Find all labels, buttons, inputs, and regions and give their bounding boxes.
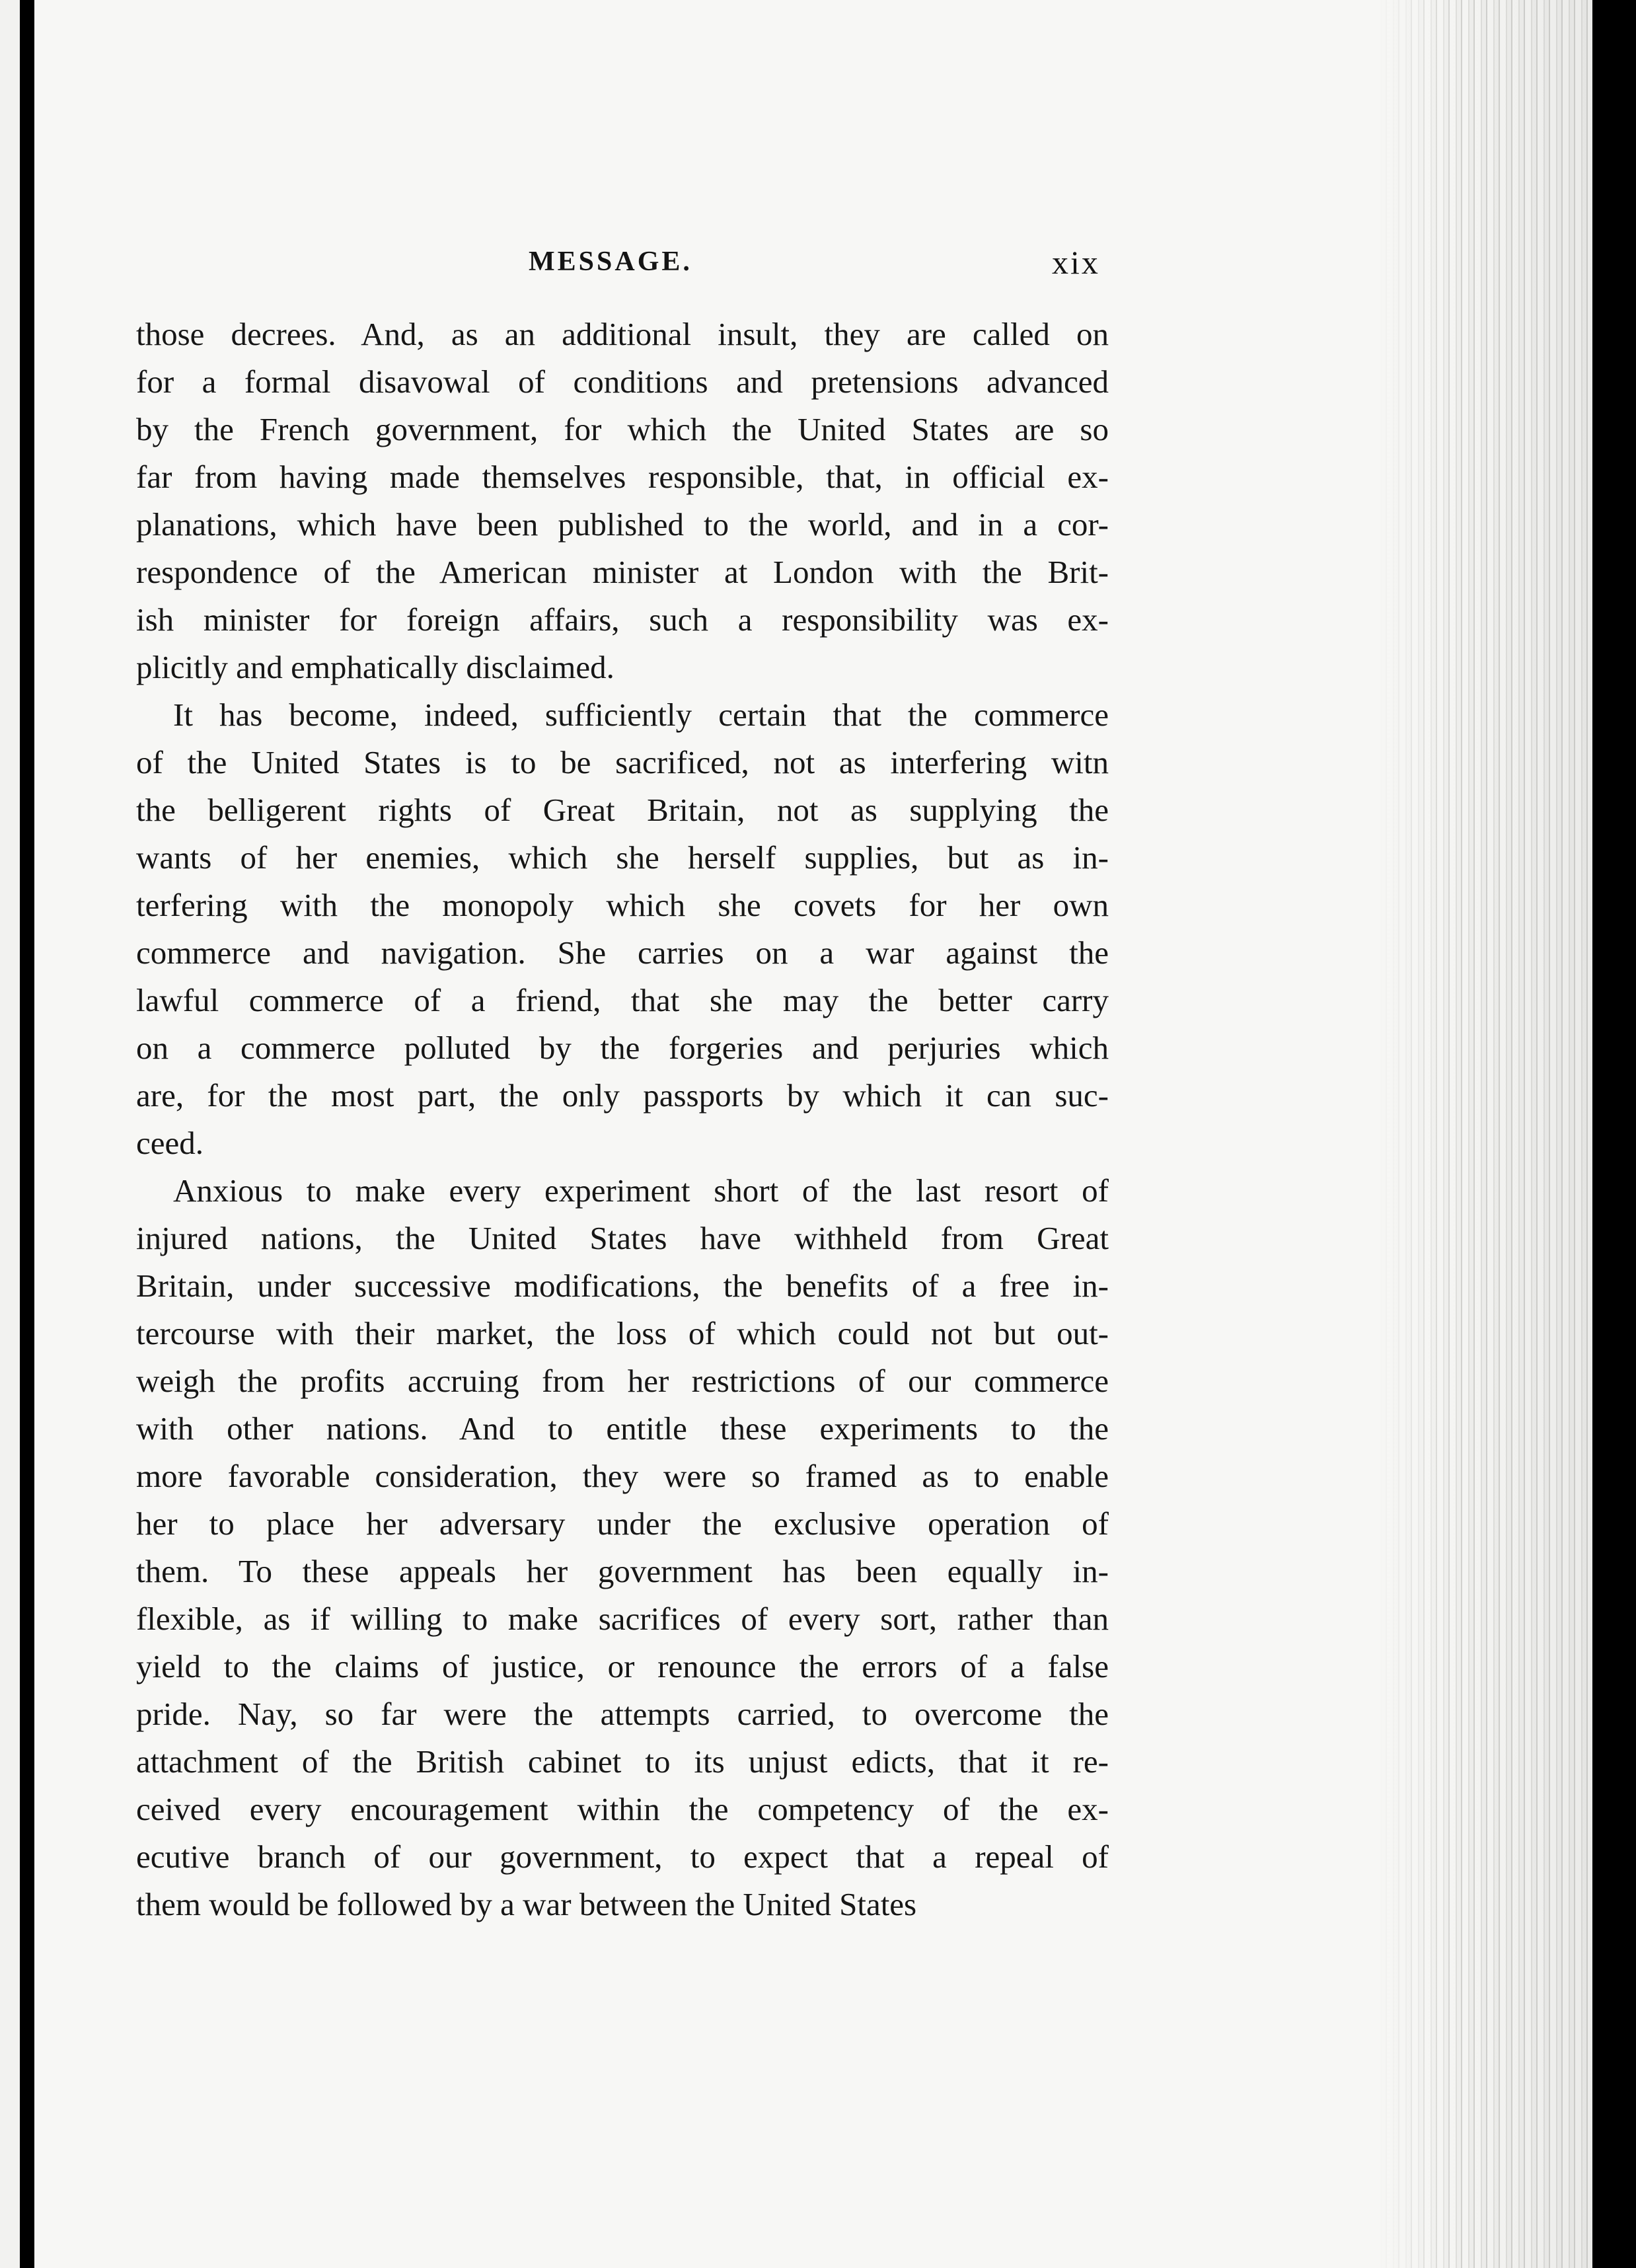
page-number: xix: [1052, 244, 1100, 281]
text-line: lawful commerce of a friend, that she may the better carry: [136, 982, 1109, 1018]
text-line: It has become, indeed, sufficiently certain that the commerce: [173, 697, 1109, 733]
text-line: weigh the profits accruing from her restrictions of our commerce: [136, 1363, 1109, 1399]
text-line: far from having made themselves responsible, that, in official ex-: [136, 459, 1109, 495]
text-line: of the United States is to be sacrificed, not as interfering witn: [136, 744, 1109, 780]
text-line: tercourse with their market, the loss of which could not but out-: [136, 1315, 1109, 1351]
previous-page-edge: [0, 0, 20, 2268]
text-line: them would be followed by a war between the United States: [136, 1886, 917, 1922]
text-line: wants of her enemies, which she herself supplies, but as in-: [136, 839, 1109, 876]
text-line: attachment of the British cabinet to its unjust edicts, that it re-: [136, 1743, 1109, 1780]
body-text: [136, 311, 1109, 1928]
text-line: the belligerent rights of Great Britain, not as supplying the: [136, 792, 1109, 828]
text-line: them. To these appeals her government has been equally in-: [136, 1553, 1109, 1589]
text-line: on a commerce polluted by the forgeries and perjuries which: [136, 1030, 1109, 1066]
text-line: those decrees. And, as an additional insult, they are called on: [136, 316, 1109, 352]
text-line: ecutive branch of our government, to expect that a repeal of: [136, 1838, 1109, 1875]
text-line: planations, which have been published to the world, and in a cor-: [136, 506, 1109, 543]
text-line: terfering with the monopoly which she covets for her own: [136, 887, 1109, 923]
text-line: flexible, as if willing to make sacrifices of every sort, rather than: [136, 1601, 1109, 1637]
page-stack-shading: [1374, 0, 1592, 2268]
text-line: injured nations, the United States have withheld from Great: [136, 1220, 1109, 1256]
text-line: are, for the most part, the only passports by which it can suc-: [136, 1077, 1109, 1114]
paragraph: [136, 311, 1109, 691]
text-line: commerce and navigation. She carries on a war against the: [136, 934, 1109, 971]
text-line: plicitly and emphatically disclaimed.: [136, 649, 614, 685]
text-line: respondence of the American minister at London with the Brit-: [136, 554, 1109, 590]
text-line: pride. Nay, so far were the attempts carried, to overcome the: [136, 1696, 1109, 1732]
text-line: for a formal disavowal of conditions and pretensions advanced: [136, 363, 1109, 400]
text-line: with other nations. And to entitle these experiments to the: [136, 1410, 1109, 1447]
text-line: more favorable consideration, they were so framed as to enable: [136, 1458, 1109, 1494]
running-head: [0, 246, 1636, 285]
text-line: by the French government, for which the United States are so: [136, 411, 1109, 447]
text-line: Anxious to make every experiment short of the last resort of: [173, 1172, 1109, 1209]
text-line: yield to the claims of justice, or renounce the errors of a false: [136, 1648, 1109, 1684]
text-line: ceed.: [136, 1125, 204, 1161]
paragraph: [136, 691, 1109, 1167]
paragraph: [136, 1167, 1109, 1928]
text-line: ceived every encouragement within the competency of the ex-: [136, 1791, 1109, 1827]
text-line: Britain, under successive modifications, the benefits of a free in-: [136, 1267, 1109, 1304]
text-line: ish minister for foreign affairs, such a responsibility was ex-: [136, 601, 1109, 638]
running-title: MESSAGE.: [529, 246, 692, 277]
text-line: her to place her adversary under the exclusive operation of: [136, 1505, 1109, 1542]
gutter-shadow: [20, 0, 34, 2268]
